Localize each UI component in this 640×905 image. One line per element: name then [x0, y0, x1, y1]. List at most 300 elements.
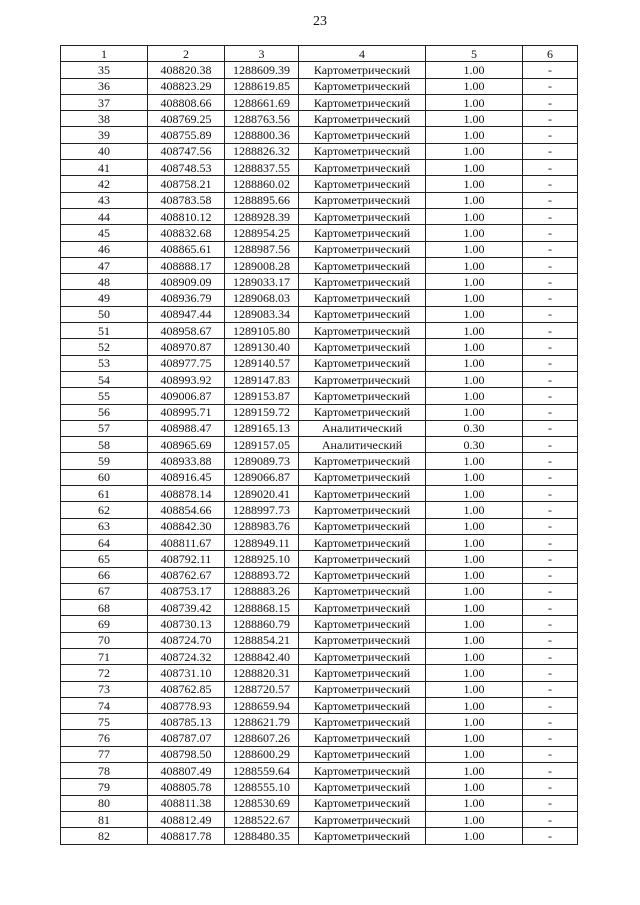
y-coordinate-cell: 1289140.57	[225, 355, 299, 371]
accuracy-cell: 1.00	[426, 404, 523, 420]
table-row	[61, 583, 578, 599]
point-number-cell: 53	[61, 355, 148, 371]
table-row	[61, 746, 578, 762]
x-coordinate-cell: 408832.68	[148, 225, 225, 241]
point-number-cell: 56	[61, 404, 148, 420]
method-cell: Картометрический	[299, 648, 426, 664]
method-cell: Картометрический	[299, 257, 426, 273]
x-coordinate-cell: 408993.92	[148, 371, 225, 387]
x-coordinate-cell: 408787.07	[148, 730, 225, 746]
x-coordinate-cell: 408865.61	[148, 241, 225, 257]
point-number-cell: 74	[61, 697, 148, 713]
point-number-cell: 51	[61, 323, 148, 339]
y-coordinate-cell: 1288800.36	[225, 127, 299, 143]
accuracy-cell: 1.00	[426, 111, 523, 127]
accuracy-cell: 1.00	[426, 763, 523, 779]
method-cell: Картометрический	[299, 323, 426, 339]
y-coordinate-cell: 1289153.87	[225, 388, 299, 404]
note-cell: -	[523, 257, 578, 273]
accuracy-cell: 1.00	[426, 811, 523, 827]
point-number-cell: 38	[61, 111, 148, 127]
x-coordinate-cell: 408970.87	[148, 339, 225, 355]
note-cell: -	[523, 306, 578, 322]
y-coordinate-cell: 1288720.57	[225, 681, 299, 697]
table-row	[61, 208, 578, 224]
x-coordinate-cell: 408805.78	[148, 779, 225, 795]
note-cell: -	[523, 339, 578, 355]
note-cell: -	[523, 62, 578, 78]
note-cell: -	[523, 371, 578, 387]
note-cell: -	[523, 779, 578, 795]
point-number-cell: 37	[61, 94, 148, 110]
point-number-cell: 62	[61, 502, 148, 518]
table-row	[61, 257, 578, 273]
y-coordinate-cell: 1288928.39	[225, 208, 299, 224]
point-number-cell: 43	[61, 192, 148, 208]
accuracy-cell: 1.00	[426, 143, 523, 159]
point-number-cell: 69	[61, 616, 148, 632]
point-number-cell: 50	[61, 306, 148, 322]
accuracy-cell: 1.00	[426, 355, 523, 371]
y-coordinate-cell: 1288925.10	[225, 551, 299, 567]
note-cell: -	[523, 518, 578, 534]
x-coordinate-cell: 408730.13	[148, 616, 225, 632]
point-number-cell: 57	[61, 420, 148, 436]
y-coordinate-cell: 1288522.67	[225, 811, 299, 827]
accuracy-cell: 1.00	[426, 665, 523, 681]
point-number-cell: 54	[61, 371, 148, 387]
x-coordinate-cell: 408739.42	[148, 600, 225, 616]
x-coordinate-cell: 408731.10	[148, 665, 225, 681]
table-row	[61, 811, 578, 827]
x-coordinate-cell: 408783.58	[148, 192, 225, 208]
note-cell: -	[523, 355, 578, 371]
y-coordinate-cell: 1288619.85	[225, 78, 299, 94]
table-row	[61, 469, 578, 485]
table-row	[61, 437, 578, 453]
x-coordinate-cell: 408947.44	[148, 306, 225, 322]
method-cell: Картометрический	[299, 290, 426, 306]
accuracy-cell: 1.00	[426, 290, 523, 306]
accuracy-cell: 1.00	[426, 518, 523, 534]
method-cell: Картометрический	[299, 274, 426, 290]
x-coordinate-cell: 408778.93	[148, 697, 225, 713]
table-header-row	[61, 46, 578, 62]
point-number-cell: 70	[61, 632, 148, 648]
point-number-cell: 82	[61, 828, 148, 844]
method-cell: Картометрический	[299, 486, 426, 502]
y-coordinate-cell: 1288837.55	[225, 160, 299, 176]
table-row	[61, 486, 578, 502]
method-cell: Картометрический	[299, 779, 426, 795]
point-number-cell: 42	[61, 176, 148, 192]
y-coordinate-cell: 1289083.34	[225, 306, 299, 322]
x-coordinate-cell: 408811.38	[148, 795, 225, 811]
x-coordinate-cell: 408916.45	[148, 469, 225, 485]
table-row	[61, 94, 578, 110]
method-cell: Картометрический	[299, 339, 426, 355]
method-cell: Картометрический	[299, 730, 426, 746]
point-number-cell: 80	[61, 795, 148, 811]
method-cell: Картометрический	[299, 534, 426, 550]
y-coordinate-cell: 1288854.21	[225, 632, 299, 648]
method-cell: Картометрический	[299, 192, 426, 208]
x-coordinate-cell: 408936.79	[148, 290, 225, 306]
method-cell: Картометрический	[299, 176, 426, 192]
x-coordinate-cell: 408811.67	[148, 534, 225, 550]
y-coordinate-cell: 1288868.15	[225, 600, 299, 616]
y-coordinate-cell: 1288763.56	[225, 111, 299, 127]
point-number-cell: 55	[61, 388, 148, 404]
method-cell: Картометрический	[299, 811, 426, 827]
x-coordinate-cell: 408762.67	[148, 567, 225, 583]
method-cell: Картометрический	[299, 600, 426, 616]
point-number-cell: 67	[61, 583, 148, 599]
note-cell: -	[523, 274, 578, 290]
point-number-cell: 35	[61, 62, 148, 78]
y-coordinate-cell: 1288883.26	[225, 583, 299, 599]
method-cell: Картометрический	[299, 127, 426, 143]
y-coordinate-cell: 1288860.79	[225, 616, 299, 632]
note-cell: -	[523, 763, 578, 779]
method-cell: Картометрический	[299, 714, 426, 730]
header-cell: 2	[148, 46, 225, 62]
y-coordinate-cell: 1288893.72	[225, 567, 299, 583]
x-coordinate-cell: 408878.14	[148, 486, 225, 502]
y-coordinate-cell: 1289157.05	[225, 437, 299, 453]
table-row	[61, 111, 578, 127]
table-row	[61, 665, 578, 681]
table-row	[61, 176, 578, 192]
table-row	[61, 567, 578, 583]
y-coordinate-cell: 1288607.26	[225, 730, 299, 746]
accuracy-cell: 1.00	[426, 241, 523, 257]
method-cell: Картометрический	[299, 551, 426, 567]
method-cell: Картометрический	[299, 388, 426, 404]
method-cell: Аналитический	[299, 420, 426, 436]
y-coordinate-cell: 1289068.03	[225, 290, 299, 306]
point-number-cell: 47	[61, 257, 148, 273]
note-cell: -	[523, 469, 578, 485]
x-coordinate-cell: 408758.21	[148, 176, 225, 192]
y-coordinate-cell: 1289165.13	[225, 420, 299, 436]
y-coordinate-cell: 1288987.56	[225, 241, 299, 257]
note-cell: -	[523, 828, 578, 844]
note-cell: -	[523, 730, 578, 746]
y-coordinate-cell: 1288949.11	[225, 534, 299, 550]
table-row	[61, 795, 578, 811]
header-cell: 4	[299, 46, 426, 62]
table-row	[61, 241, 578, 257]
table-row	[61, 714, 578, 730]
point-number-cell: 36	[61, 78, 148, 94]
point-number-cell: 63	[61, 518, 148, 534]
note-cell: -	[523, 583, 578, 599]
method-cell: Картометрический	[299, 111, 426, 127]
note-cell: -	[523, 290, 578, 306]
point-number-cell: 79	[61, 779, 148, 795]
point-number-cell: 71	[61, 648, 148, 664]
x-coordinate-cell: 408785.13	[148, 714, 225, 730]
accuracy-cell: 1.00	[426, 469, 523, 485]
table-row	[61, 697, 578, 713]
header-cell: 5	[426, 46, 523, 62]
y-coordinate-cell: 1289020.41	[225, 486, 299, 502]
note-cell: -	[523, 811, 578, 827]
note-cell: -	[523, 127, 578, 143]
accuracy-cell: 1.00	[426, 697, 523, 713]
note-cell: -	[523, 176, 578, 192]
point-number-cell: 78	[61, 763, 148, 779]
y-coordinate-cell: 1288997.73	[225, 502, 299, 518]
accuracy-cell: 0.30	[426, 420, 523, 436]
accuracy-cell: 1.00	[426, 388, 523, 404]
table-row	[61, 648, 578, 664]
point-number-cell: 59	[61, 453, 148, 469]
note-cell: -	[523, 486, 578, 502]
accuracy-cell: 1.00	[426, 225, 523, 241]
accuracy-cell: 1.00	[426, 127, 523, 143]
table-row	[61, 632, 578, 648]
table-row	[61, 78, 578, 94]
y-coordinate-cell: 1288842.40	[225, 648, 299, 664]
accuracy-cell: 1.00	[426, 616, 523, 632]
x-coordinate-cell: 408807.49	[148, 763, 225, 779]
note-cell: -	[523, 600, 578, 616]
x-coordinate-cell: 408762.85	[148, 681, 225, 697]
point-number-cell: 81	[61, 811, 148, 827]
y-coordinate-cell: 1289066.87	[225, 469, 299, 485]
note-cell: -	[523, 420, 578, 436]
note-cell: -	[523, 143, 578, 159]
table-body	[61, 62, 578, 844]
table-row	[61, 323, 578, 339]
note-cell: -	[523, 551, 578, 567]
method-cell: Картометрический	[299, 355, 426, 371]
table-row	[61, 62, 578, 78]
method-cell: Картометрический	[299, 616, 426, 632]
accuracy-cell: 0.30	[426, 437, 523, 453]
accuracy-cell: 1.00	[426, 176, 523, 192]
method-cell: Картометрический	[299, 502, 426, 518]
point-number-cell: 64	[61, 534, 148, 550]
y-coordinate-cell: 1288820.31	[225, 665, 299, 681]
accuracy-cell: 1.00	[426, 486, 523, 502]
note-cell: -	[523, 681, 578, 697]
method-cell: Картометрический	[299, 371, 426, 387]
x-coordinate-cell: 408808.66	[148, 94, 225, 110]
x-coordinate-cell: 408812.49	[148, 811, 225, 827]
point-number-cell: 52	[61, 339, 148, 355]
y-coordinate-cell: 1288530.69	[225, 795, 299, 811]
accuracy-cell: 1.00	[426, 551, 523, 567]
x-coordinate-cell: 408798.50	[148, 746, 225, 762]
y-coordinate-cell: 1289130.40	[225, 339, 299, 355]
point-number-cell: 44	[61, 208, 148, 224]
x-coordinate-cell: 408823.29	[148, 78, 225, 94]
method-cell: Картометрический	[299, 94, 426, 110]
method-cell: Картометрический	[299, 404, 426, 420]
y-coordinate-cell: 1288826.32	[225, 143, 299, 159]
accuracy-cell: 1.00	[426, 600, 523, 616]
method-cell: Картометрический	[299, 143, 426, 159]
x-coordinate-cell: 408755.89	[148, 127, 225, 143]
accuracy-cell: 1.00	[426, 632, 523, 648]
accuracy-cell: 1.00	[426, 648, 523, 664]
note-cell: -	[523, 208, 578, 224]
note-cell: -	[523, 192, 578, 208]
method-cell: Картометрический	[299, 567, 426, 583]
y-coordinate-cell: 1288559.64	[225, 763, 299, 779]
accuracy-cell: 1.00	[426, 746, 523, 762]
note-cell: -	[523, 616, 578, 632]
accuracy-cell: 1.00	[426, 453, 523, 469]
point-number-cell: 58	[61, 437, 148, 453]
method-cell: Картометрический	[299, 453, 426, 469]
method-cell: Картометрический	[299, 241, 426, 257]
note-cell: -	[523, 78, 578, 94]
table-row	[61, 160, 578, 176]
method-cell: Картометрический	[299, 795, 426, 811]
method-cell: Картометрический	[299, 681, 426, 697]
x-coordinate-cell: 408724.70	[148, 632, 225, 648]
note-cell: -	[523, 632, 578, 648]
method-cell: Картометрический	[299, 763, 426, 779]
method-cell: Картометрический	[299, 78, 426, 94]
y-coordinate-cell: 1288983.76	[225, 518, 299, 534]
note-cell: -	[523, 453, 578, 469]
table-row	[61, 779, 578, 795]
point-number-cell: 60	[61, 469, 148, 485]
table-row	[61, 143, 578, 159]
y-coordinate-cell: 1289033.17	[225, 274, 299, 290]
table-row	[61, 274, 578, 290]
table-row	[61, 763, 578, 779]
accuracy-cell: 1.00	[426, 371, 523, 387]
x-coordinate-cell: 409006.87	[148, 388, 225, 404]
x-coordinate-cell: 408988.47	[148, 420, 225, 436]
note-cell: -	[523, 697, 578, 713]
x-coordinate-cell: 408965.69	[148, 437, 225, 453]
coordinates-table	[60, 45, 578, 845]
y-coordinate-cell: 1289147.83	[225, 371, 299, 387]
accuracy-cell: 1.00	[426, 339, 523, 355]
y-coordinate-cell: 1288954.25	[225, 225, 299, 241]
note-cell: -	[523, 534, 578, 550]
method-cell: Картометрический	[299, 469, 426, 485]
method-cell: Картометрический	[299, 583, 426, 599]
table-row	[61, 730, 578, 746]
note-cell: -	[523, 225, 578, 241]
table-row	[61, 534, 578, 550]
x-coordinate-cell: 408724.32	[148, 648, 225, 664]
note-cell: -	[523, 567, 578, 583]
note-cell: -	[523, 502, 578, 518]
note-cell: -	[523, 648, 578, 664]
note-cell: -	[523, 94, 578, 110]
accuracy-cell: 1.00	[426, 730, 523, 746]
point-number-cell: 68	[61, 600, 148, 616]
y-coordinate-cell: 1288609.39	[225, 62, 299, 78]
point-number-cell: 65	[61, 551, 148, 567]
accuracy-cell: 1.00	[426, 795, 523, 811]
y-coordinate-cell: 1288860.02	[225, 176, 299, 192]
x-coordinate-cell: 408977.75	[148, 355, 225, 371]
table-row	[61, 127, 578, 143]
point-number-cell: 66	[61, 567, 148, 583]
method-cell: Картометрический	[299, 665, 426, 681]
method-cell: Картометрический	[299, 697, 426, 713]
x-coordinate-cell: 408958.67	[148, 323, 225, 339]
table-row	[61, 192, 578, 208]
note-cell: -	[523, 323, 578, 339]
accuracy-cell: 1.00	[426, 323, 523, 339]
point-number-cell: 75	[61, 714, 148, 730]
note-cell: -	[523, 111, 578, 127]
accuracy-cell: 1.00	[426, 94, 523, 110]
note-cell: -	[523, 795, 578, 811]
header-cell: 3	[225, 46, 299, 62]
table-row	[61, 355, 578, 371]
accuracy-cell: 1.00	[426, 502, 523, 518]
y-coordinate-cell: 1288480.35	[225, 828, 299, 844]
x-coordinate-cell: 408817.78	[148, 828, 225, 844]
method-cell: Картометрический	[299, 828, 426, 844]
point-number-cell: 77	[61, 746, 148, 762]
accuracy-cell: 1.00	[426, 583, 523, 599]
x-coordinate-cell: 408753.17	[148, 583, 225, 599]
point-number-cell: 48	[61, 274, 148, 290]
table-row	[61, 681, 578, 697]
y-coordinate-cell: 1289105.80	[225, 323, 299, 339]
x-coordinate-cell: 408854.66	[148, 502, 225, 518]
x-coordinate-cell: 408769.25	[148, 111, 225, 127]
table-row	[61, 518, 578, 534]
accuracy-cell: 1.00	[426, 274, 523, 290]
y-coordinate-cell: 1289008.28	[225, 257, 299, 273]
header-cell: 6	[523, 46, 578, 62]
y-coordinate-cell: 1288555.10	[225, 779, 299, 795]
method-cell: Картометрический	[299, 306, 426, 322]
note-cell: -	[523, 437, 578, 453]
accuracy-cell: 1.00	[426, 62, 523, 78]
y-coordinate-cell: 1288600.29	[225, 746, 299, 762]
y-coordinate-cell: 1288621.79	[225, 714, 299, 730]
accuracy-cell: 1.00	[426, 257, 523, 273]
method-cell: Картометрический	[299, 208, 426, 224]
table-row	[61, 225, 578, 241]
accuracy-cell: 1.00	[426, 208, 523, 224]
table-row	[61, 828, 578, 844]
point-number-cell: 40	[61, 143, 148, 159]
table-row	[61, 404, 578, 420]
y-coordinate-cell: 1289159.72	[225, 404, 299, 420]
table-row	[61, 551, 578, 567]
x-coordinate-cell: 408995.71	[148, 404, 225, 420]
point-number-cell: 46	[61, 241, 148, 257]
x-coordinate-cell: 408909.09	[148, 274, 225, 290]
point-number-cell: 45	[61, 225, 148, 241]
accuracy-cell: 1.00	[426, 192, 523, 208]
x-coordinate-cell: 408792.11	[148, 551, 225, 567]
method-cell: Картометрический	[299, 225, 426, 241]
note-cell: -	[523, 714, 578, 730]
accuracy-cell: 1.00	[426, 534, 523, 550]
y-coordinate-cell: 1288659.94	[225, 697, 299, 713]
note-cell: -	[523, 665, 578, 681]
accuracy-cell: 1.00	[426, 714, 523, 730]
method-cell: Аналитический	[299, 437, 426, 453]
